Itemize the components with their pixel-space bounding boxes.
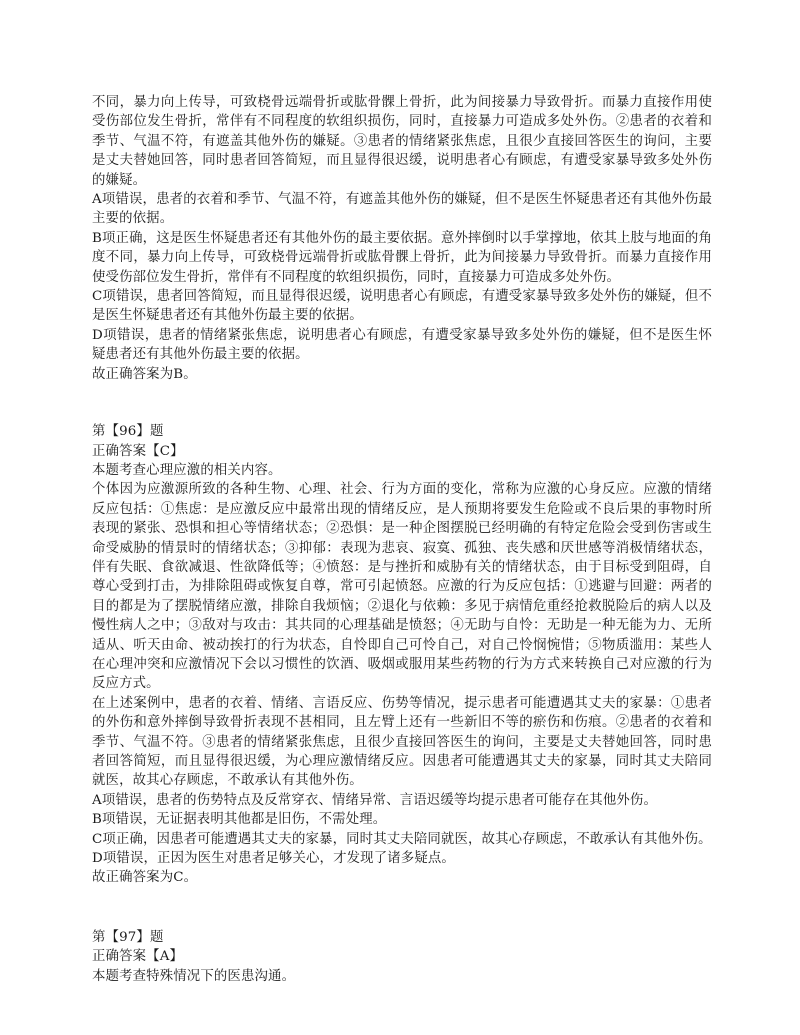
q95-option-d: D项错误，患者的情绪紧张焦虑，说明患者心有顾虑，有遭受家暴导致多处外伤的嫌疑，但不是医生怀疑患者还有其他外伤最主要的依据。 <box>92 327 712 363</box>
q95-option-b: B项正确，这是医生怀疑患者还有其他外伤的最主要依据。意外摔倒时以手掌撑地，依其上肢与地面的角度不同，暴力向上传导，可致桡骨远端骨折或肱骨髁上骨折，此为间接暴力导致骨折。而暴力直接作用使受伤部位发生骨折，常伴有不同程度的软组织损伤，同时，直接暴力可造成多处外伤。 <box>92 230 712 285</box>
q95-option-c: C项错误，患者回答简短，而且显得很迟缓，说明患者心有顾虑，有遭受家暴导致多处外伤的嫌疑，但不是医生怀疑患者还有其他外伤最主要的依据。 <box>92 289 712 324</box>
q97-title: 第【97】题 <box>92 929 164 945</box>
q95-explanation-paragraph: 不同，暴力向上传导，可致桡骨远端骨折或肱骨髁上骨折，此为间接暴力导致骨折。而暴力直接作用使受伤部位发生骨折，常伴有不同程度的软组织损伤，同时，直接暴力可造成多处外伤。②患者的衣着和季节、气温不符，有遮盖其他外伤的嫌疑。③患者的情绪紧张焦虑，且很少直接回答医生的询问，主要是丈夫替她回答，同时患者回答简短，而且显得很迟缓，说明患者心有顾虑，有遭受家暴导致多处外伤的嫌疑。 <box>92 95 712 188</box>
q95-option-a: A项错误，患者的衣着和季节、气温不符，有遮盖其他外伤的嫌疑，但不是医生怀疑患者还有其他外伤最主要的依据。 <box>92 192 712 227</box>
q96-option-a: A项错误，患者的伤势特点及反常穿衣、情绪异常、言语迟缓等均提示患者可能存在其他外伤。 <box>92 792 657 808</box>
q96-answer: 正确答案【C】 <box>92 443 184 459</box>
q96-option-c: C项正确，因患者可能遭遇其丈夫的家暴，同时其丈夫陪同就医，故其心存顾虑，不敢承认有其他外伤。 <box>92 831 712 847</box>
q96-explanation: 个体因为应激源所致的各种生物、心理、社会、行为方面的变化，常称为应激的心身反应。应激的情绪反应包括：①焦虑：是应激反应中最常出现的情绪反应，是人预期将要发生危险或不良后果的事物时所表现的紧张、恐惧和担心等情绪状态；②恐惧：是一种企图摆脱已经明确的有特定危险会受到伤害或生命受威胁的情景时的情绪状态；③抑郁：表现为悲哀、寂寞、孤独、丧失感和厌世感等消极情绪状态，伴有失眠、食欲减退、性欲降低等；④愤怒：是与挫折和威胁有关的情绪状态，由于目标受到阻碍，自尊心受到打击，为排除阻碍或恢复自尊，常可引起愤怒。应激的行为反应包括：①逃避与回避：两者的目的都是为了摆脱情绪应激，排除自我烦恼；②退化与依赖：多见于病情危重经抢救脱险后的病人以及慢性病人之中；③敌对与攻击：其共同的心理基础是愤怒；④无助与自怜：无助是一种无能为力、无所适从、听天由命、被动挨打的行为状态，自怜即自己可怜自己，对自己怜悯惋惜；⑤物质滥用：某些人在心理冲突和应激情况下会以习惯性的饮酒、吸烟或服用某些药物的行为方式来转换自己对应激的行为反应方式。 <box>92 482 712 692</box>
document-body <box>92 93 712 986</box>
q97-answer: 正确答案【A】 <box>92 949 184 965</box>
q95-conclusion: 故正确答案为B。 <box>92 366 197 382</box>
section-spacer <box>92 384 712 422</box>
q96-conclusion: 故正确答案为C。 <box>92 870 198 886</box>
q97-topic: 本题考查特殊情况下的医患沟通。 <box>92 968 296 984</box>
section-spacer <box>92 888 712 928</box>
q96-option-b: B项错误，无证据表明其他都是旧伤，不需处理。 <box>92 812 387 828</box>
q96-option-d: D项错误，正因为医生对患者足够关心，才发现了诸多疑点。 <box>92 851 455 867</box>
q96-topic: 本题考查心理应激的相关内容。 <box>92 462 282 478</box>
q96-case-analysis: 在上述案例中，患者的衣着、情绪、言语反应、伤势等情况，提示患者可能遭遇其丈夫的家暴：①患者的外伤和意外摔倒导致骨折表现不甚相同，且左臂上还有一些新旧不等的瘀伤和伤痕。②患者的衣着和季节、气温不符。③患者的情绪紧张焦虑，且很少直接回答医生的询问，主要是丈夫替她回答，同时患者回答简短，而且显得很迟缓，为心理应激情绪反应。因患者可能遭遇其丈夫的家暴，同时其丈夫陪同就医，故其心存顾虑，不敢承认有其他外伤。 <box>92 695 712 789</box>
q96-title: 第【96】题 <box>92 424 164 440</box>
